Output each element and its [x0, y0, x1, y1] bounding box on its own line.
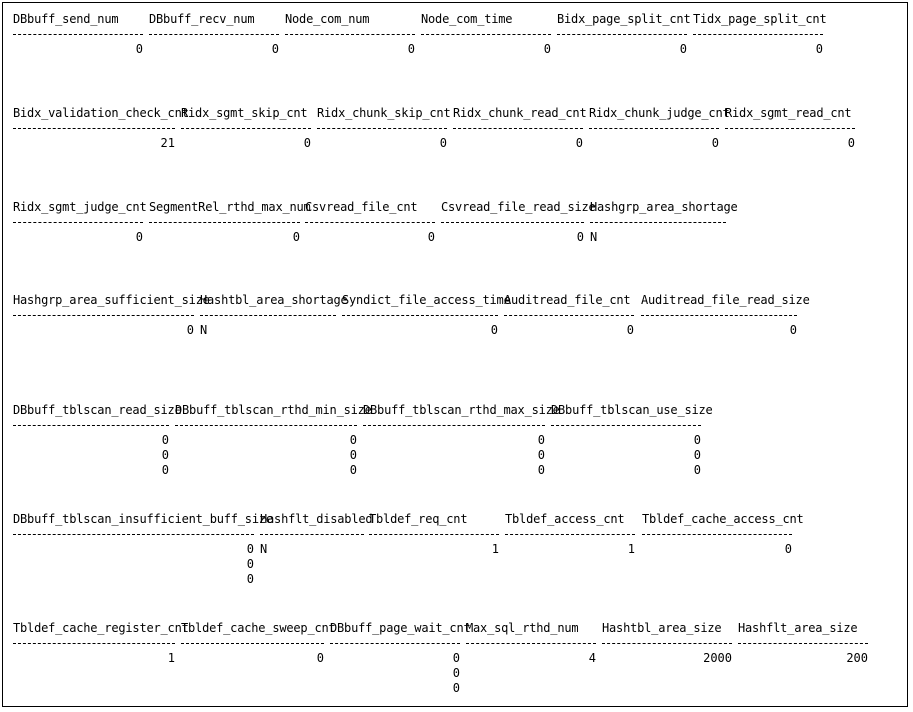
- column-divider: [181, 643, 324, 644]
- column-header: Auditread_file_cnt: [504, 293, 631, 307]
- column-value: 0: [679, 42, 687, 56]
- column-value: 0: [815, 42, 823, 56]
- column-divider: [693, 34, 823, 35]
- column-divider: [590, 222, 726, 223]
- column-header: DBbuff_tblscan_rthd_min_size: [175, 403, 372, 417]
- column-divider: [602, 643, 732, 644]
- column-value: 0: [789, 323, 797, 337]
- column-divider: [551, 425, 701, 426]
- column-divider: [13, 222, 143, 223]
- column-value: 0: [427, 230, 435, 244]
- column-divider: [330, 643, 460, 644]
- column-value: 0: [303, 136, 311, 150]
- column-divider: [738, 643, 868, 644]
- column-value: 0: [537, 433, 545, 447]
- column-header: Hashflt_disabled: [260, 512, 373, 526]
- column-header: Node_com_time: [421, 12, 513, 26]
- column-divider: [317, 128, 447, 129]
- column-header: Ridx_chunk_read_cnt: [453, 106, 587, 120]
- column-header: Max_sql_rthd_num: [466, 621, 579, 635]
- column-divider: [466, 643, 596, 644]
- column-value: 0: [246, 542, 254, 556]
- column-header: Tbldef_cache_access_cnt: [642, 512, 804, 526]
- column-value: 1: [167, 651, 175, 665]
- column-header: DBbuff_page_wait_cnt: [330, 621, 471, 635]
- column-value: 0: [576, 230, 584, 244]
- column-value: 0: [543, 42, 551, 56]
- column-divider: [342, 315, 498, 316]
- column-divider: [149, 34, 279, 35]
- column-value: 0: [452, 681, 460, 695]
- column-divider: [363, 425, 545, 426]
- column-value: 0: [784, 542, 792, 556]
- column-divider: [13, 643, 175, 644]
- column-header: Tidx_page_split_cnt: [693, 12, 827, 26]
- column-value: 0: [452, 651, 460, 665]
- column-divider: [260, 534, 364, 535]
- column-value: 0: [246, 557, 254, 571]
- column-header: Csvread_file_read_size: [441, 200, 596, 214]
- column-divider: [557, 34, 687, 35]
- column-value: 0: [490, 323, 498, 337]
- column-value: 1: [627, 542, 635, 556]
- column-value: 200: [846, 651, 868, 665]
- column-header: Ridx_sgmt_read_cnt: [725, 106, 852, 120]
- column-value: 0: [693, 463, 701, 477]
- column-value: 0: [537, 448, 545, 462]
- column-header: Ridx_sgmt_judge_cnt: [13, 200, 147, 214]
- column-divider: [13, 34, 143, 35]
- column-value: 4: [588, 651, 596, 665]
- column-divider: [725, 128, 855, 129]
- column-value: 2000: [703, 651, 732, 665]
- column-header: Syndict_file_access_time: [342, 293, 511, 307]
- column-header: Ridx_chunk_skip_cnt: [317, 106, 451, 120]
- column-value: 0: [452, 666, 460, 680]
- column-value: 0: [349, 463, 357, 477]
- column-value: 1: [491, 542, 499, 556]
- column-value: N: [590, 230, 598, 244]
- column-divider: [369, 534, 499, 535]
- column-value: 0: [316, 651, 324, 665]
- column-value: 0: [693, 433, 701, 447]
- column-header: Ridx_chunk_judge_cnt: [589, 106, 730, 120]
- column-divider: [149, 222, 300, 223]
- column-divider: [175, 425, 357, 426]
- column-header: Hashtbl_area_size: [602, 621, 722, 635]
- column-divider: [13, 534, 254, 535]
- column-value: 0: [135, 42, 143, 56]
- column-divider: [181, 128, 311, 129]
- column-value: 0: [135, 230, 143, 244]
- column-header: Node_com_num: [285, 12, 370, 26]
- column-divider: [13, 128, 175, 129]
- column-header: Hashgrp_area_sufficient_size: [13, 293, 210, 307]
- column-header: SegmentRel_rthd_max_num: [149, 200, 311, 214]
- column-header: Tbldef_access_cnt: [505, 512, 625, 526]
- column-value: N: [200, 323, 208, 337]
- column-value: 0: [711, 136, 719, 150]
- column-header: Hashtbl_area_shortage: [200, 293, 348, 307]
- column-value: 0: [271, 42, 279, 56]
- column-value: 0: [693, 448, 701, 462]
- column-divider: [13, 315, 194, 316]
- column-header: DBbuff_tblscan_read_size: [13, 403, 182, 417]
- column-value: 0: [161, 463, 169, 477]
- column-divider: [641, 315, 797, 316]
- column-header: Hashflt_area_size: [738, 621, 858, 635]
- column-header: Ridx_sgmt_skip_cnt: [181, 106, 308, 120]
- column-header: Tbldef_req_cnt: [369, 512, 468, 526]
- column-value: 21: [160, 136, 175, 150]
- column-value: 0: [161, 448, 169, 462]
- column-value: N: [260, 542, 268, 556]
- column-value: 0: [407, 42, 415, 56]
- column-value: 0: [349, 433, 357, 447]
- column-header: DBbuff_tblscan_rthd_max_size: [363, 403, 560, 417]
- column-header: DBbuff_tblscan_use_size: [551, 403, 713, 417]
- column-header: Csvread_file_cnt: [305, 200, 418, 214]
- column-value: 0: [246, 572, 254, 586]
- column-divider: [642, 534, 792, 535]
- column-header: DBbuff_recv_num: [149, 12, 255, 26]
- column-value: 0: [349, 448, 357, 462]
- column-header: Hashgrp_area_shortage: [590, 200, 738, 214]
- column-value: 0: [161, 433, 169, 447]
- column-divider: [589, 128, 719, 129]
- column-divider: [305, 222, 435, 223]
- column-divider: [453, 128, 583, 129]
- column-divider: [285, 34, 415, 35]
- column-divider: [505, 534, 635, 535]
- column-value: 0: [626, 323, 634, 337]
- column-value: 0: [439, 136, 447, 150]
- column-header: Bidx_validation_check_cnt: [13, 106, 189, 120]
- column-value: 0: [292, 230, 300, 244]
- column-value: 0: [537, 463, 545, 477]
- column-header: Bidx_page_split_cnt: [557, 12, 691, 26]
- column-divider: [13, 425, 169, 426]
- column-value: 0: [186, 323, 194, 337]
- column-divider: [504, 315, 634, 316]
- column-header: DBbuff_send_num: [13, 12, 119, 26]
- column-header: DBbuff_tblscan_insufficient_buff_size: [13, 512, 273, 526]
- column-divider: [441, 222, 584, 223]
- column-divider: [421, 34, 551, 35]
- column-value: 0: [847, 136, 855, 150]
- column-header: Tbldef_cache_register_cnt: [13, 621, 189, 635]
- column-header: Auditread_file_read_size: [641, 293, 810, 307]
- column-header: Tbldef_cache_sweep_cnt: [181, 621, 336, 635]
- column-divider: [200, 315, 336, 316]
- column-value: 0: [575, 136, 583, 150]
